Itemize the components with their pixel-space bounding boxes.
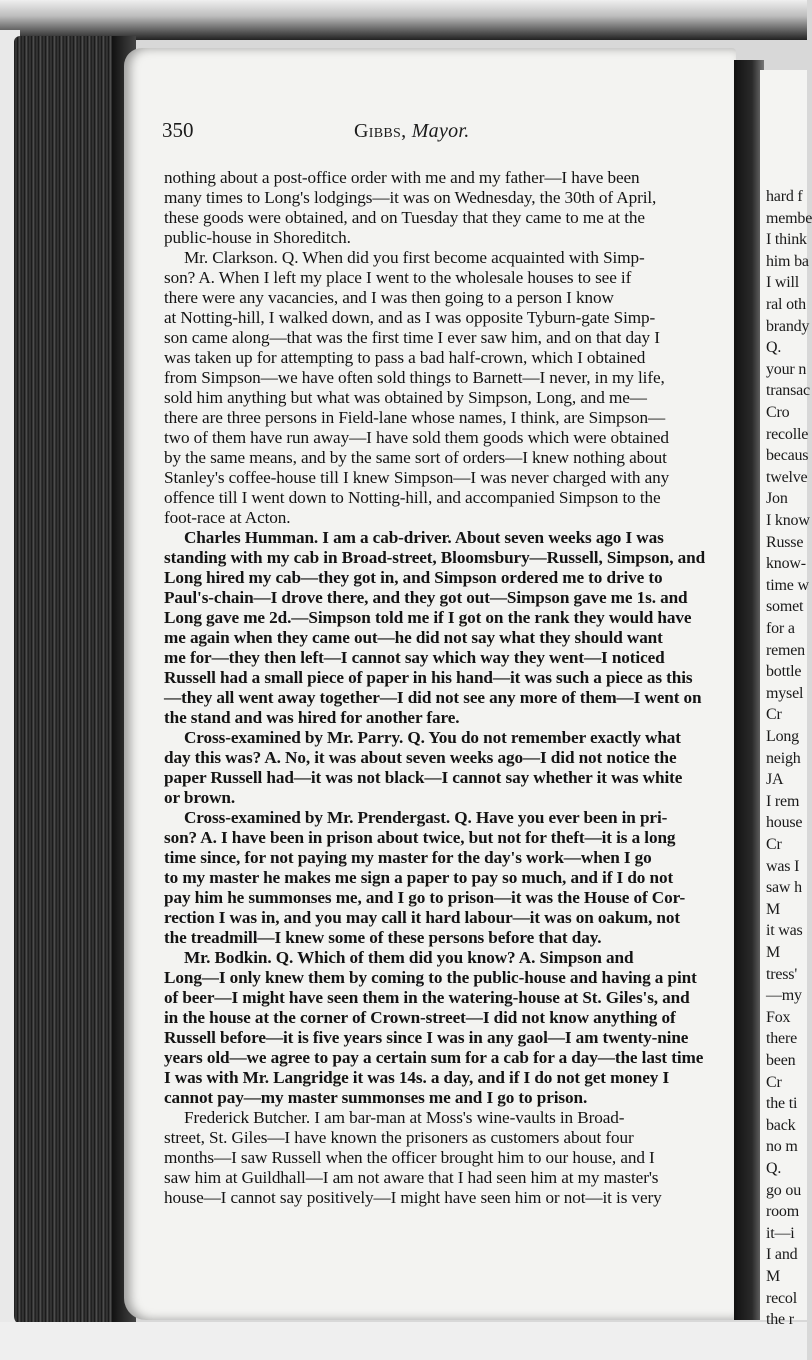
- facing-page-fragment: M: [766, 1268, 781, 1285]
- text-line: was taken up for attempting to pass a bad half-crown, which I obtained: [164, 348, 646, 367]
- text-line: saw him at Guildhall—I am not aware that I had seen him at my master's: [164, 1168, 659, 1187]
- facing-page-fragment: house: [766, 814, 803, 832]
- text-line: Paul's-chain—I drove there, and they got out—Simpson gave me 1s. and: [164, 588, 688, 607]
- facing-page-fragment: transac: [766, 382, 810, 400]
- text-line: at Notting-hill, I walked down, and as I was opposite Tyburn-gate Simp-: [164, 308, 656, 327]
- facing-page-fragment: recolle: [766, 425, 809, 443]
- text-line: of beer—I might have seen them in the watering-house at St. Giles's, and: [164, 988, 690, 1007]
- text-line: Long gave me 2d.—Simpson told me if I got on the rank they would have: [164, 608, 692, 627]
- facing-page-fragment: was I: [766, 857, 800, 875]
- text-line: sold him anything but what was obtained by Simpson, Long, and me—: [164, 388, 647, 407]
- text-line: there are three persons in Field-lane whose names, I think, are Simpson—: [164, 408, 666, 427]
- running-head: [354, 120, 470, 143]
- text-line: rection I was in, and you may call it hard labour—it was on oakum, not: [164, 908, 681, 927]
- facing-page-fragment: somet: [766, 598, 804, 616]
- facing-page-fragment: recol: [766, 1289, 797, 1307]
- facing-page-fragment: becaus: [766, 447, 809, 465]
- text-line: street, St. Giles—I have known the prisoners as customers about four: [164, 1128, 634, 1147]
- text-line: or brown.: [164, 788, 236, 807]
- text-line: months—I saw Russell when the officer brought him to our house, and I: [164, 1148, 655, 1167]
- facing-page-fragment: Q.: [766, 1160, 782, 1177]
- facing-page-fragment: I think: [766, 231, 807, 249]
- text-line: to my master he makes me sign a paper to pay so much, and if I do not: [164, 868, 674, 887]
- facing-page-fragment: Russe: [766, 533, 804, 551]
- text-line: son? A. I have been in prison about twice, but not for theft—it is a long: [164, 828, 676, 847]
- text-line: offence till I went down to Notting-hill, and accompanied Simpson to the: [164, 488, 661, 507]
- facing-page-fragment: bottle: [766, 663, 802, 681]
- facing-page-fragment: hard f: [766, 188, 803, 205]
- facing-page-fragment: remen: [766, 641, 805, 659]
- text-line: —they all went away together—I did not see any more of them—I went on: [164, 688, 702, 707]
- facing-page-fragment: JA: [766, 771, 784, 789]
- facing-page-fragment: the r: [766, 1311, 794, 1329]
- text-line: Long—I only knew them by coming to the public-house and having a pint: [164, 968, 697, 987]
- facing-page-fragment: your n: [766, 360, 807, 378]
- facing-page-fragment: it—i: [766, 1224, 795, 1242]
- facing-page-fragment: I know: [766, 512, 810, 529]
- facing-page-fragment: for a: [766, 620, 795, 637]
- text-line: I was with Mr. Langridge it was 14s. a day, and if I do not get money I: [164, 1068, 670, 1087]
- text-line: time since, for not paying my master for the day's work—when I go: [164, 848, 652, 867]
- text-line: years old—we agree to pay a certain sum for a cab for a day—the last time: [164, 1048, 704, 1067]
- text-line: nothing about a post-office order with me and my father—I have been: [164, 168, 640, 187]
- facing-page-fragment: I will: [766, 274, 800, 292]
- facing-page-fragment: no m: [766, 1138, 798, 1156]
- facing-page-fragment: membe: [766, 209, 812, 227]
- left-page: [124, 48, 736, 1320]
- text-line: there were any vacancies, and I was then going to a person I know: [164, 288, 614, 307]
- text-line: house—I cannot say positively—I might have seen him or not—it is very: [164, 1188, 662, 1207]
- text-line: Mr. Bodkin. Q. Which of them did you know? A. Simpson and: [184, 948, 634, 967]
- facing-page-fragment: know-: [766, 555, 806, 573]
- scan-edge-bottom: [0, 1322, 807, 1360]
- text-line: Long hired my cab—they got in, and Simpson ordered me to drive to: [164, 568, 663, 587]
- facing-page-edge: [760, 70, 812, 1329]
- facing-page-fragment: time w: [766, 576, 809, 594]
- text-line: from Simpson—we have often sold things to Barnett—I never, in my life,: [164, 368, 665, 387]
- text-line: standing with my cab in Broad-street, Bloomsbury—Russell, Simpson, and: [164, 548, 706, 567]
- text-line: Stanley's coffee-house till I knew Simpson—I was never charged with any: [164, 468, 670, 487]
- text-line: foot-race at Acton.: [164, 508, 291, 527]
- facing-page-fragment: there: [766, 1030, 797, 1048]
- text-line: paper Russell had—it was not black—I cannot say whether it was white: [164, 768, 683, 787]
- text-line: two of them have run away—I have sold them goods which were obtained: [164, 428, 669, 447]
- facing-page-fragment: saw h: [766, 879, 802, 897]
- facing-page-fragment: him ba: [766, 252, 809, 270]
- text-line: me for—they then left—I cannot say which way they went—I noticed: [164, 648, 665, 667]
- text-line: Cross-examined by Mr. Parry. Q. You do not remember exactly what: [184, 728, 681, 747]
- facing-page-fragment: it was: [766, 922, 803, 940]
- facing-page-fragment: M: [766, 944, 781, 961]
- text-line: son? A. When I left my place I went to the wholesale houses to see if: [164, 268, 632, 287]
- text-line: son came along—that was the first time I ever saw him, and on that day I: [164, 328, 660, 347]
- text-line: many times to Long's lodgings—it was on Wednesday, the 30th of April,: [164, 188, 657, 207]
- facing-page-fragment: Cr: [766, 836, 782, 853]
- facing-page-fragment: Q.: [766, 339, 782, 357]
- facing-page-fragment: Cr: [766, 706, 782, 724]
- text-line: in the house at the corner of Crown-street—I did not know anything of: [164, 1008, 676, 1027]
- facing-page-fragment: Long: [766, 728, 799, 745]
- facing-page-fragment: M: [766, 900, 781, 918]
- text-line: Charles Humman. I am a cab-driver. About seven weeks ago I was: [184, 528, 664, 547]
- running-head-title: Mayor.: [411, 120, 470, 142]
- facing-page-fragment: tress': [766, 965, 798, 983]
- text-line: me again when they came out—he did not say what they should want: [164, 628, 663, 647]
- facing-page-fragment: room: [766, 1203, 799, 1221]
- facing-page-fragment: Cr: [766, 1073, 782, 1091]
- scan-edge-top: [0, 0, 807, 40]
- text-line: pay him he summonses me, and I go to prison—it was the House of Cor-: [164, 888, 686, 907]
- facing-page-fragment: Cro: [766, 404, 790, 421]
- text-line: Frederick Butcher. I am bar-man at Moss's wine-vaults in Broad-: [184, 1108, 625, 1127]
- facing-page-fragment: been: [766, 1052, 796, 1069]
- running-head-name: Gibbs,: [354, 120, 407, 142]
- page-number: 350: [162, 118, 194, 142]
- facing-page-fragment: Jon: [766, 490, 788, 508]
- text-line: Russell had a small piece of paper in his hand—it was such a piece as this: [164, 668, 693, 687]
- text-line: cannot pay—my master summonses me and I go to prison.: [164, 1088, 588, 1107]
- text-line: Mr. Clarkson. Q. When did you first become acquainted with Simp-: [184, 248, 645, 267]
- facing-page-fragment: ral oth: [766, 296, 806, 313]
- facing-page-fragment: twelve: [766, 468, 808, 486]
- facing-page-fragment: mysel: [766, 684, 804, 702]
- facing-page-fragment: —my: [766, 987, 802, 1005]
- facing-page-fragment: Fox: [766, 1008, 791, 1026]
- facing-page-fragment: the ti: [766, 1095, 798, 1113]
- text-line: the treadmill—I knew some of these persons before that day.: [164, 928, 602, 947]
- text-line: Russell before—it is five years since I was in any gaol—I am twenty-nine: [164, 1028, 689, 1047]
- text-line: these goods were obtained, and on Tuesday that they came to me at the: [164, 208, 645, 227]
- facing-page-fragment: I and: [766, 1246, 798, 1264]
- facing-page-fragment: neigh: [766, 749, 801, 767]
- text-line: Cross-examined by Mr. Prendergast. Q. Have you ever been in pri-: [184, 808, 668, 827]
- facing-page-fragment: brandy: [766, 317, 810, 335]
- facing-page-fragment: back: [766, 1116, 796, 1134]
- text-line: the stand and was hired for another fare.: [164, 708, 460, 727]
- text-line: by the same means, and by the same sort of orders—I knew nothing about: [164, 448, 667, 467]
- text-line: public-house in Shoreditch.: [164, 228, 351, 247]
- facing-page-fragment: go ou: [766, 1181, 802, 1199]
- facing-page-fragment: I rem: [766, 792, 800, 810]
- text-line: day this was? A. No, it was about seven weeks ago—I did not notice the: [164, 748, 677, 767]
